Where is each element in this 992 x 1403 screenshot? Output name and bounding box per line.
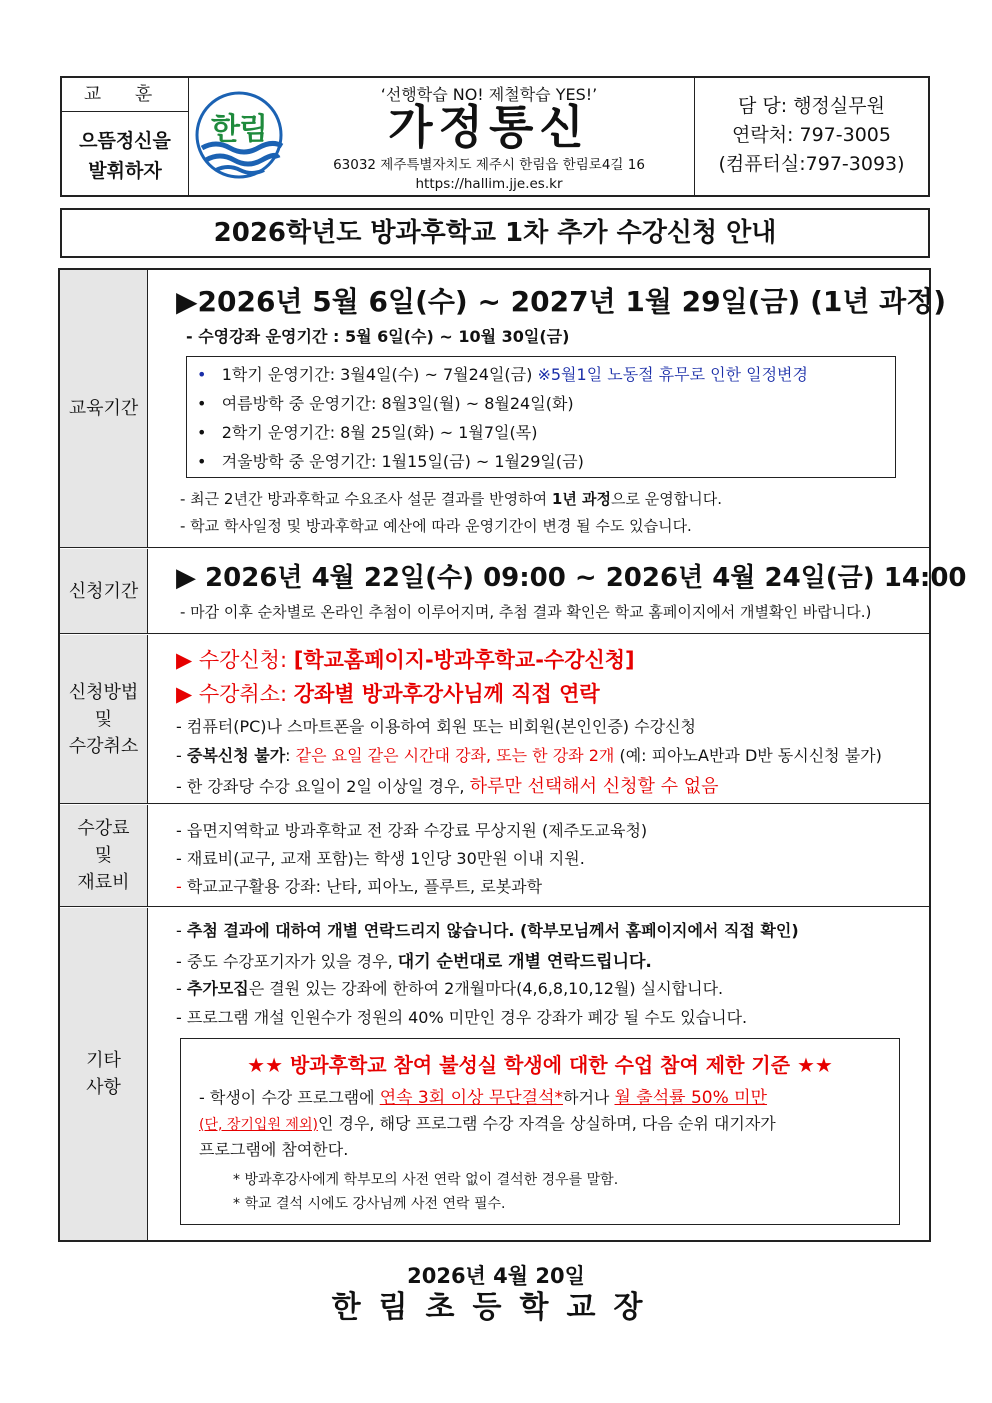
bullet-icon: •	[197, 423, 207, 442]
method-apply: ▶ 수강신청: [학교홈페이지-방과후학교-수강신청]	[176, 648, 635, 672]
apply-period-note: - 마감 이후 순차별로 온라인 추첨이 이루어지며, 추첨 결과 확인은 학교 홈페이지에서 개별확인 바랍니다.)	[180, 603, 872, 621]
contact-computer-room: (컴퓨터실:797-3093)	[718, 153, 905, 175]
swim-period: - 수영강좌 운영기간 : 5월 6일(수) ~ 10월 30일(금)	[186, 327, 570, 346]
period-main: ▶2026년 5월 6일(수) ~ 2027년 1월 29일(금) (1년 과정)	[176, 285, 947, 318]
label-etc: 기타 사항	[60, 908, 148, 1240]
etc-waitlist: - 중도 수강포기자가 있을 경우, 대기 순번대로 개별 연락드립니다.	[176, 952, 652, 972]
term-text: 여름방학 중 운영기간: 8월3일(월) ~ 8월24일(화)	[221, 394, 574, 413]
method-device: - 컴퓨터(PC)나 스마트폰을 이용하여 회원 또는 비회원(본인인증) 수강신청	[176, 717, 696, 736]
info-table	[58, 268, 967, 1242]
address-line: 63032 제주특별자치도 제주시 한림읍 한림로4길 16	[333, 157, 645, 173]
label-apply-period: 신청기간	[60, 549, 148, 633]
method-multi-day: - 한 강좌당 수강 요일이 2일 이상일 경우, 하루만 선택해서 신청할 수 없음	[176, 776, 719, 797]
etc-lottery: - 추첨 결과에 대하여 개별 연락드리지 않습니다. (학부모님께서 홈페이지에서 직접 확인)	[176, 921, 799, 940]
notice-line-2: (단, 장기입원 제외)인 경우, 해당 프로그램 수강 자격을 상실하며, 다음 순위 대기자가	[199, 1114, 776, 1133]
school-address	[294, 156, 684, 194]
row-divider	[60, 803, 929, 804]
motto-line-2: 발휘하자	[88, 160, 162, 182]
method-cancel: ▶ 수강취소: 강좌별 방과후강사님께 직접 연락	[176, 682, 600, 706]
notice-line-3: 프로그램에 참여한다.	[199, 1140, 349, 1159]
attendance-notice-box	[180, 1038, 900, 1225]
term-item	[197, 362, 808, 385]
term-box	[186, 356, 896, 478]
term-text: 1학기 운영기간: 3월4일(수) ~ 7월24일(금)	[221, 365, 533, 384]
fee-equipment-courses: - 학교교구활용 강좌: 난타, 피아노, 플루트, 로봇과학	[176, 877, 543, 896]
notice-footnote-1: * 방과후강사에게 학부모의 사전 연락 없이 결석한 경우를 말함.	[233, 1172, 619, 1188]
notice-footnote-2: * 학교 결석 시에도 강사님께 사전 연락 필수.	[233, 1196, 506, 1212]
fee-free: - 읍면지역학교 방과후학교 전 강좌 수강료 무상지원 (제주도교육청)	[176, 821, 648, 840]
apply-period-main: ▶ 2026년 4월 22일(수) 09:00 ~ 2026년 4월 24일(금) 14:00	[176, 563, 967, 593]
notice-line-1: - 학생이 수강 프로그램에 연속 3회 이상 무단결석*하거나 월 출석률 50% 미만	[199, 1088, 768, 1108]
school-logo	[194, 90, 284, 180]
motto	[62, 112, 188, 186]
label-method: 신청방법 및 수강취소	[60, 635, 148, 803]
school-principal: 한림초등학교장	[331, 1290, 661, 1325]
period-note-2: - 학교 학사일정 및 방과후학교 예산에 따라 운영기간이 변경 될 수도 있습니다.	[180, 517, 692, 535]
contact-phone: 연락처: 797-3005	[732, 124, 891, 146]
term-item	[197, 420, 537, 443]
term-note: ※5월1일 노동절 휴무로 인한 일정변경	[537, 365, 808, 384]
row-divider	[60, 633, 929, 634]
notice-title: ★★ 방과후학교 참여 불성실 학생에 대한 수업 참여 제한 기준 ★★	[247, 1053, 833, 1077]
logo-text: 한림	[211, 112, 267, 147]
newsletter-header	[60, 76, 930, 197]
motto-cell	[62, 78, 189, 195]
motto-label: 교 훈	[62, 78, 188, 112]
bullet-icon: •	[197, 452, 207, 471]
method-duplicate: - 중복신청 불가: 같은 요일 같은 시간대 강좌, 또는 한 강좌 2개 (예: 피아노A반과 D반 동시신청 불가)	[176, 746, 882, 765]
etc-cancel-course: - 프로그램 개설 인원수가 정원의 40% 미만인 경우 강좌가 폐강 될 수도 있습니다.	[176, 1008, 748, 1027]
row-divider	[60, 547, 929, 548]
school-url[interactable]: https://hallim.jje.es.kr	[415, 176, 563, 192]
etc-additional: - 추가모집은 결원 있는 강좌에 한하여 2개월마다(4,6,8,10,12월) 실시합니다.	[176, 979, 724, 998]
newsletter-title: 가정통신	[388, 100, 590, 154]
label-period: 교육기간	[60, 270, 148, 547]
document-title: 2026학년도 방과후학교 1차 추가 수강신청 안내	[60, 208, 930, 258]
term-item	[197, 391, 574, 414]
term-text: 2학기 운영기간: 8월 25일(화) ~ 1월7일(목)	[221, 423, 538, 442]
row-divider	[60, 906, 929, 907]
term-item	[197, 449, 584, 472]
issue-date: 2026년 4월 20일	[407, 1264, 585, 1288]
contact-person: 담 당: 행정실무원	[738, 95, 885, 117]
bullet-icon: •	[197, 365, 207, 384]
contact-cell	[694, 78, 928, 195]
label-fee: 수강료 및 재료비	[60, 805, 148, 906]
bullet-icon: •	[197, 394, 207, 413]
period-note-1: - 최근 2년간 방과후학교 수요조사 설문 결과를 반영하여 1년 과정으로 운영합니다.	[180, 490, 722, 508]
slogan: ‘선행학습 NO! 제철학습 YES!’	[380, 85, 598, 104]
motto-line-1: 으뜸정신을	[79, 130, 171, 152]
term-text: 겨울방학 중 운영기간: 1월15일(금) ~ 1월29일(금)	[221, 452, 584, 471]
fee-material: - 재료비(교구, 교재 포함)는 학생 1인당 30만원 이내 지원.	[176, 849, 585, 868]
